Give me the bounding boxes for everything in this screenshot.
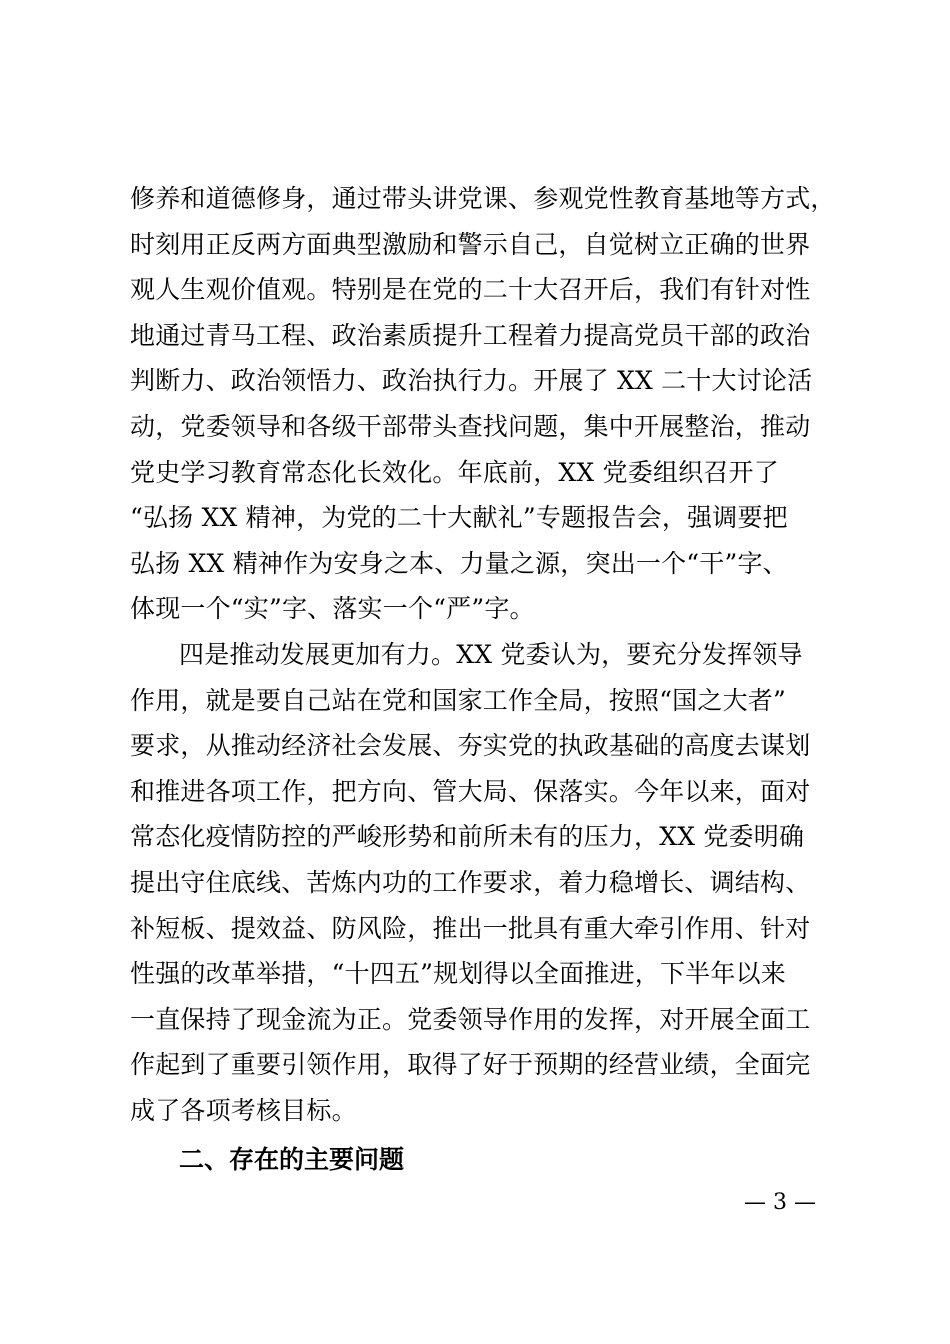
text-line: “弘扬 XX 精神，为党的二十大献礼”专题报告会，强调要把: [130, 503, 788, 533]
text-line: 党史学习教育常态化长效化。年底前，XX 党委组织召开了: [130, 457, 779, 487]
text-line: 补短板、提效益、防风险，推出一批具有重大牵引作用、针对: [130, 913, 811, 943]
text-line: 地通过青马工程、政治素质提升工程着力提高党员干部的政治: [130, 320, 811, 350]
page-number: — 3 —: [744, 1190, 816, 1215]
text-line: 判断力、政治领悟力、政治执行力。开展了 XX 二十大讨论活: [130, 366, 813, 396]
section-heading: 二、存在的主要问题: [179, 1145, 405, 1175]
text-line: 成了各项考核目标。: [130, 1095, 357, 1125]
text-line: 修养和道德修身，通过带头讲党课、参观党性教育基地等方式，: [130, 184, 836, 213]
text-line: 弘扬 XX 精神作为安身之本、力量之源，突出一个“干”字、: [130, 548, 788, 578]
text-line: 观人生观价值观。特别是在党的二十大召开后，我们有针对性: [130, 275, 811, 305]
text-line: 时刻用正反两方面典型激励和警示自己，自觉树立正确的世界: [130, 229, 811, 259]
text-line: 一直保持了现金流为正。党委领导作用的发挥，对开展全面工: [130, 1004, 811, 1034]
text-line: 四是推动发展更加有力。XX 党委认为，要充分发挥领导: [179, 639, 803, 669]
text-line: 常态化疫情防控的严峻形势和前所未有的压力，XX 党委明确: [130, 822, 805, 852]
text-line: 作用，就是要自己站在党和国家工作全局，按照“国之大者”: [130, 685, 786, 715]
paragraph-1: [130, 176, 836, 632]
document-body: [130, 176, 836, 1183]
text-line: 动，党委领导和各级干部带头查找问题，集中开展整治，推动: [130, 411, 811, 441]
paragraph-2: [130, 632, 820, 1134]
text-line: 体现一个“实”字、落实一个“严”字。: [130, 594, 535, 624]
text-line: 要求，从推动经济社会发展、夯实党的执政基础的高度去谋划: [130, 731, 811, 761]
text-line: 作起到了重要引领作用，取得了好于预期的经营业绩，全面完: [130, 1050, 811, 1080]
text-line: 性强的改革举措，“十四五”规划得以全面推进，下半年以来: [130, 959, 786, 989]
text-line: 和推进各项工作，把方向、管大局、保落实。今年以来，面对: [130, 776, 811, 806]
text-line: 提出守住底线、苦炼内功的工作要求，着力稳增长、调结构、: [130, 867, 811, 897]
